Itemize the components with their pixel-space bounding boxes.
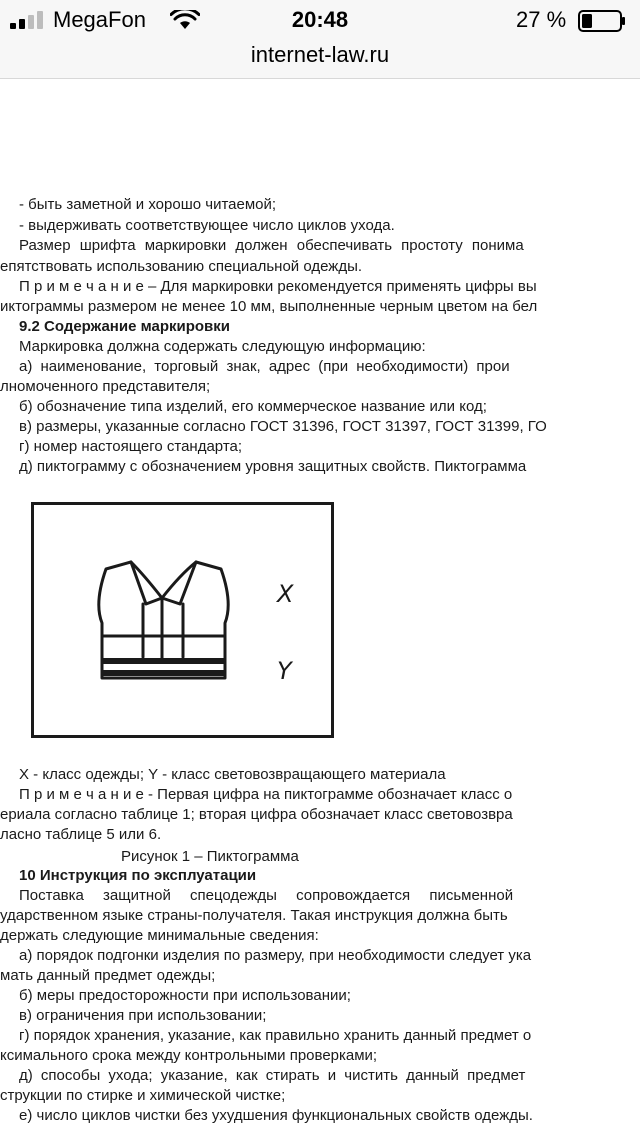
text-line: Маркировка должна содержать следующую информацию: xyxy=(19,338,426,355)
carrier-name: MegaFon xyxy=(53,7,146,32)
text-line: д) пиктограмму с обозначением уровня защитных свойств. Пиктограмма xyxy=(19,458,527,475)
text-line: П р и м е ч а н и е - Первая цифра на пиктограмме обозначает класс о xyxy=(19,786,513,803)
text-line: в) размеры, указанные согласно ГОСТ 31396, ГОСТ 31397, ГОСТ 31399, ГО xyxy=(19,418,547,435)
address-bar[interactable] xyxy=(0,40,640,79)
text-line: в) ограничения при использовании; xyxy=(19,1007,267,1024)
text-line: - выдерживать соответствующее число циклов ухода. xyxy=(19,217,395,234)
section-heading: 9.2 Содержание маркировки xyxy=(19,318,231,335)
text-line: епятствовать использованию специальной одежды. xyxy=(0,258,363,275)
clock-time: 20:48 xyxy=(291,7,349,32)
status-bar xyxy=(0,0,640,40)
text-line: Размер шрифта маркировки должен обеспечивать простоту понима xyxy=(19,237,524,254)
text-line: а) порядок подгонки изделия по размеру, при необходимости следует ука xyxy=(19,947,532,964)
pictogram-label-x: X xyxy=(277,580,294,608)
url-text[interactable]: internet-law.ru xyxy=(250,42,390,67)
text-line: ударственном языке страны-получателя. Такая инструкция должна быть xyxy=(0,907,508,924)
text-line: иктограммы размером не менее 10 мм, выполненные черным цветом на бел xyxy=(0,298,538,315)
section-heading: 10 Инструкция по эксплуатации xyxy=(19,867,257,884)
text-line: ксимального срока между контрольными проверками; xyxy=(0,1047,378,1064)
text-line: а) наименование, торговый знак, адрес (при необходимости) прои xyxy=(19,358,510,375)
text-line: держать следующие минимальные сведения: xyxy=(0,927,319,944)
text-line: г) номер настоящего стандарта; xyxy=(19,438,243,455)
text-line: лномоченного представителя; xyxy=(0,378,211,395)
pictogram-label-y: Y xyxy=(277,657,292,685)
text-line: мать данный предмет одежды; xyxy=(0,967,216,984)
text-line: ериала согласно таблице 1; вторая цифра обозначает класс световозвра xyxy=(0,806,513,823)
text-line: струкции по стирке и химической чистке; xyxy=(0,1087,286,1104)
text-line: Поставка защитной спецодежды сопровождается письменной xyxy=(19,887,514,904)
text-line: д) способы ухода; указание, как стирать и чистить данный предмет xyxy=(19,1067,526,1084)
safety-vest-icon xyxy=(34,505,331,735)
battery-icon xyxy=(578,10,626,32)
text-line: б) обозначение типа изделий, его коммерческое название или код; xyxy=(19,398,487,415)
text-line: ласно таблице 5 или 6. xyxy=(0,826,162,843)
text-line: е) число циклов чистки без ухудшения функциональных свойств одежды. xyxy=(19,1107,533,1124)
pictogram-figure xyxy=(31,502,334,738)
text-line: X - класс одежды; Y - класс световозвращающего материала xyxy=(19,766,446,783)
text-line: П р и м е ч а н и е – Для маркировки рекомендуется применять цифры вы xyxy=(19,278,537,295)
text-line: - быть заметной и хорошо читаемой; xyxy=(19,196,277,213)
document-page xyxy=(0,79,640,1136)
figure-caption: Рисунок 1 – Пиктограмма xyxy=(121,848,299,865)
text-line: г) порядок хранения, указание, как правильно хранить данный предмет о xyxy=(19,1027,532,1044)
text-line: б) меры предосторожности при использовании; xyxy=(19,987,351,1004)
battery-percent: 27 % xyxy=(516,7,567,32)
